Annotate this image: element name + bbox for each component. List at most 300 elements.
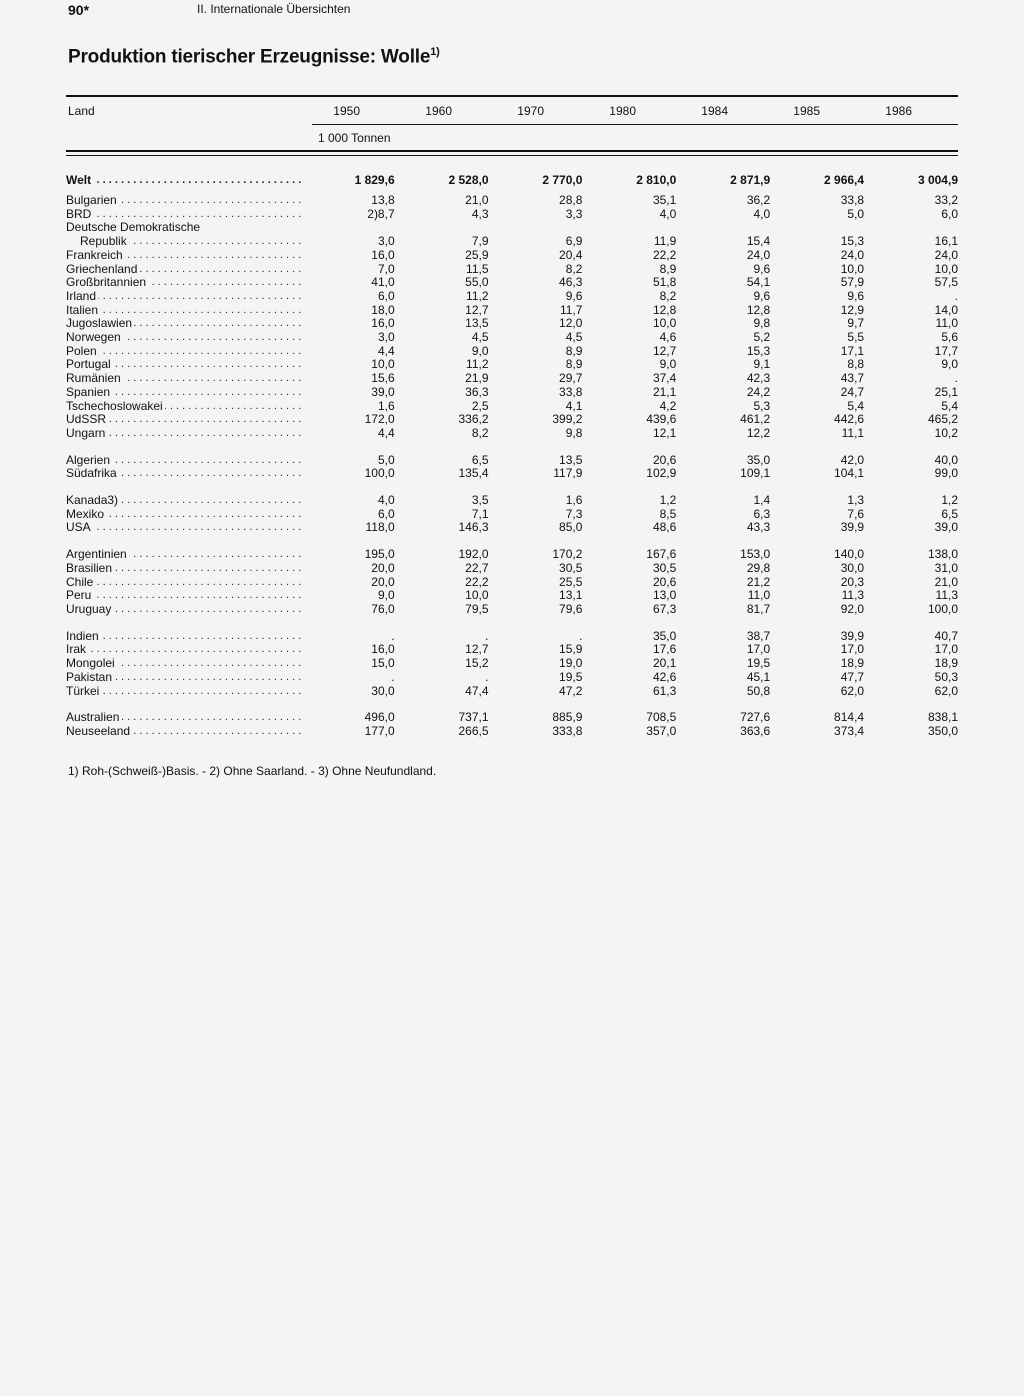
value-cell: 172,0 — [364, 412, 395, 427]
value-cell: 42,3 — [746, 371, 771, 386]
value-cell: 39,9 — [840, 520, 865, 535]
value-cell: 109,1 — [740, 466, 771, 481]
value-cell: 7,3 — [565, 506, 583, 521]
country-name: Peru — [66, 589, 92, 603]
value-cell: 50,3 — [934, 669, 958, 684]
country-name: Mongolei — [66, 657, 115, 671]
value-cell: 146,3 — [458, 520, 489, 535]
value-cell: 3,0 — [377, 330, 395, 345]
column-header-year: 1984 — [701, 104, 728, 118]
wool-production-table — [66, 172, 958, 739]
value-cell: 100,0 — [927, 601, 958, 616]
value-cell: 5,4 — [847, 398, 865, 413]
table-row — [66, 235, 958, 249]
value-cell: 9,6 — [847, 288, 865, 303]
country-name: Brasilien — [66, 561, 113, 575]
country-cell — [66, 263, 301, 277]
value-cell — [676, 221, 770, 235]
value-cell: 92,0 — [840, 601, 865, 616]
value-cell: 4,4 — [377, 343, 395, 358]
value-cell: 6,5 — [941, 506, 958, 521]
value-cell: 45,1 — [746, 669, 771, 684]
value-cell: 10,0 — [465, 588, 489, 603]
value-cell: . — [485, 628, 489, 643]
country-cell — [66, 235, 301, 249]
value-cell: 24,0 — [840, 247, 865, 262]
value-cell: 12,7 — [465, 642, 489, 657]
value-cell: 16,0 — [371, 642, 395, 657]
table-row — [66, 249, 958, 263]
value-cell: 10,0 — [840, 261, 865, 276]
table-row — [66, 221, 958, 235]
value-cell: 6,9 — [565, 234, 583, 249]
table-row — [66, 576, 958, 590]
value-cell: 11,5 — [466, 261, 489, 276]
country-cell — [66, 454, 301, 468]
value-cell: 102,9 — [646, 466, 677, 481]
value-cell: 54,1 — [746, 275, 771, 290]
value-cell: 11,9 — [653, 234, 677, 249]
value-cell — [395, 221, 489, 235]
value-cell: 81,7 — [746, 601, 771, 616]
table-row — [66, 643, 958, 657]
value-cell: 2 871,9 — [730, 173, 771, 187]
value-cell: 11,1 — [841, 425, 865, 440]
value-cell: 9,1 — [753, 357, 771, 372]
table-row — [66, 263, 958, 277]
value-cell: 36,2 — [746, 193, 771, 207]
table-row — [66, 194, 958, 208]
value-cell: 6,5 — [471, 452, 489, 467]
title-text: Produktion tierischer Erzeugnisse: Wolle — [68, 46, 431, 68]
value-cell: 9,8 — [565, 425, 583, 440]
value-cell: 10,0 — [371, 357, 395, 372]
value-cell: 4,2 — [659, 398, 677, 413]
value-cell: 39,0 — [371, 384, 395, 399]
table-top-rule — [66, 95, 958, 97]
value-cell: 7,9 — [471, 234, 489, 249]
table-row — [66, 317, 958, 331]
value-cell: 30,5 — [652, 560, 677, 575]
country-name: Pakistan — [66, 670, 113, 684]
country-cell — [66, 400, 301, 414]
country-cell — [66, 331, 301, 345]
value-cell: 6,3 — [753, 506, 771, 521]
table-row — [66, 454, 958, 468]
column-header-year: 1985 — [793, 104, 820, 118]
value-cell: 28,8 — [559, 193, 583, 207]
value-cell: 13,5 — [465, 316, 489, 331]
country-name: Irak — [66, 643, 87, 657]
country-cell — [66, 358, 301, 372]
footnote: 1) Roh-(Schweiß-)Basis. - 2) Ohne Saarland. - 3) Ohne Neufundland. — [68, 764, 437, 778]
table-row — [66, 358, 958, 372]
country-cell — [66, 345, 301, 359]
value-cell: 62,0 — [840, 683, 865, 698]
value-cell: 13,1 — [559, 588, 583, 603]
header-mid-rule — [312, 124, 958, 125]
country-name: UdSSR — [66, 413, 107, 427]
column-header-year: 1950 — [333, 104, 360, 118]
value-cell: 15,0 — [371, 656, 395, 671]
value-cell: 67,3 — [652, 601, 677, 616]
value-cell: 10,0 — [934, 261, 958, 276]
value-cell: 8,9 — [565, 357, 583, 372]
country-cell — [66, 562, 301, 576]
value-cell: 2 810,0 — [636, 173, 677, 187]
value-cell: 40,7 — [934, 628, 958, 643]
country-name: Uruguay — [66, 602, 112, 616]
table-row — [66, 413, 958, 427]
value-cell: 11,0 — [747, 588, 771, 603]
value-cell: . — [391, 628, 395, 643]
value-cell: 6,0 — [377, 506, 395, 521]
value-cell: 3,3 — [565, 206, 583, 221]
value-cell: 21,0 — [465, 193, 489, 207]
value-cell: 50,8 — [746, 683, 771, 698]
title-footnote-marker: 1) — [430, 46, 440, 58]
country-cell — [66, 643, 301, 657]
value-cell: 333,8 — [552, 723, 583, 738]
value-cell: 9,6 — [565, 288, 583, 303]
value-cell: 177,0 — [364, 723, 395, 738]
value-cell: 17,0 — [934, 642, 958, 657]
country-cell — [66, 194, 301, 208]
value-cell: 5,4 — [941, 398, 958, 413]
country-name: Norwegen — [66, 331, 121, 345]
table-row — [66, 589, 958, 603]
value-cell: 20,6 — [652, 574, 677, 589]
value-cell: 11,0 — [935, 316, 958, 331]
value-cell: 5,0 — [377, 452, 395, 467]
value-cell: 99,0 — [934, 466, 958, 481]
table-row — [66, 671, 958, 685]
value-cell: 43,7 — [840, 371, 865, 386]
value-cell: 19,5 — [559, 669, 583, 684]
spacer-row — [66, 481, 958, 494]
value-cell: 727,6 — [740, 710, 771, 725]
value-cell: 13,0 — [652, 588, 677, 603]
value-cell: 40,0 — [934, 452, 958, 467]
value-cell: 39,0 — [934, 520, 958, 535]
country-name: Irland — [66, 289, 97, 303]
value-cell: . — [579, 628, 583, 643]
value-cell: 36,3 — [465, 384, 489, 399]
table-row — [66, 372, 958, 386]
country-cell — [66, 494, 301, 508]
value-cell: 30,0 — [371, 683, 395, 698]
value-cell: 43,3 — [746, 520, 771, 535]
header-bottom-rule-2 — [66, 155, 958, 156]
value-cell: 20,1 — [652, 656, 677, 671]
country-name: Spanien — [66, 385, 111, 399]
country-name: Kanada3) — [66, 494, 119, 508]
country-cell — [66, 276, 301, 290]
country-name: Republik — [66, 235, 129, 248]
table-row — [66, 508, 958, 522]
value-cell: 22,2 — [465, 574, 489, 589]
value-cell: 29,8 — [746, 560, 771, 575]
country-cell — [66, 467, 301, 481]
country-cell — [66, 221, 301, 235]
value-cell — [489, 221, 583, 235]
value-cell: 9,0 — [941, 357, 958, 372]
unit-label: 1 000 Tonnen — [318, 131, 391, 145]
country-name: Argentinien — [66, 548, 127, 562]
value-cell: 41,0 — [371, 275, 395, 290]
value-cell: 11,2 — [466, 288, 489, 303]
table-row — [66, 172, 958, 194]
spacer-row — [66, 617, 958, 630]
value-cell: 17,0 — [840, 642, 865, 657]
table-row — [66, 304, 958, 318]
country-cell — [66, 711, 301, 725]
country-cell — [66, 172, 301, 194]
value-cell: 11,3 — [935, 588, 958, 603]
country-name: Polen — [66, 344, 97, 358]
value-cell: 138,0 — [927, 547, 958, 562]
value-cell: 33,2 — [934, 193, 958, 207]
value-cell: 16,1 — [934, 234, 958, 249]
value-cell: 17,0 — [746, 642, 771, 657]
value-cell: 17,7 — [934, 343, 958, 358]
value-cell: 12,9 — [840, 302, 865, 317]
value-cell: 708,5 — [646, 710, 677, 725]
value-cell: 11,7 — [559, 302, 583, 317]
country-name: Italien — [66, 303, 99, 317]
value-cell: 17,1 — [840, 343, 865, 358]
value-cell: 57,5 — [934, 275, 958, 290]
value-cell: 1,6 — [565, 493, 583, 508]
value-cell: 461,2 — [740, 412, 771, 427]
value-cell: 5,2 — [753, 330, 771, 345]
value-cell: 357,0 — [646, 723, 677, 738]
country-name: Australien — [66, 711, 120, 725]
value-cell: 30,0 — [840, 560, 865, 575]
value-cell: 15,3 — [746, 343, 771, 358]
value-cell: 76,0 — [371, 601, 395, 616]
table-row — [66, 331, 958, 345]
country-name: Rumänien — [66, 372, 121, 386]
value-cell: 1 829,6 — [354, 173, 395, 187]
country-cell — [66, 413, 301, 427]
value-cell: 21,0 — [934, 574, 958, 589]
value-cell: 24,0 — [934, 247, 958, 262]
value-cell: 25,9 — [465, 247, 489, 262]
country-name: Bulgarien — [66, 194, 117, 207]
value-cell: 2 770,0 — [542, 173, 583, 187]
value-cell: 37,4 — [652, 371, 677, 386]
country-name: Südafrika — [66, 467, 117, 481]
value-cell: 16,0 — [371, 247, 395, 262]
value-cell: 24,7 — [840, 384, 865, 399]
table-row — [66, 208, 958, 222]
value-cell: 4,0 — [659, 206, 677, 221]
table-row — [66, 725, 958, 739]
country-cell — [66, 548, 301, 562]
value-cell: 35,0 — [746, 452, 771, 467]
value-cell: 20,0 — [371, 574, 395, 589]
value-cell: 35,1 — [652, 193, 677, 207]
table-row — [66, 494, 958, 508]
table-row — [66, 521, 958, 535]
value-cell: . — [391, 669, 395, 684]
country-name: Griechenland — [66, 262, 138, 276]
value-cell: 21,2 — [746, 574, 771, 589]
country-name: Ungarn — [66, 426, 106, 440]
value-cell: 42,0 — [840, 452, 865, 467]
value-cell: 15,2 — [465, 656, 489, 671]
header-bottom-rule — [66, 150, 958, 152]
country-name: Türkei — [66, 684, 100, 698]
value-cell: 4,5 — [565, 330, 583, 345]
value-cell: 7,1 — [471, 506, 489, 521]
country-cell — [66, 317, 301, 331]
country-cell — [66, 685, 301, 699]
value-cell: 6,0 — [377, 288, 395, 303]
value-cell: 8,9 — [659, 261, 677, 276]
value-cell: 135,4 — [458, 466, 489, 481]
value-cell: 29,7 — [559, 371, 583, 386]
value-cell: 13,5 — [559, 452, 583, 467]
value-cell: 12,2 — [746, 425, 771, 440]
value-cell: 38,7 — [746, 628, 771, 643]
country-name: Neuseeland — [66, 724, 131, 738]
value-cell: 51,8 — [652, 275, 677, 290]
value-cell: 2,5 — [471, 398, 489, 413]
page-title — [68, 46, 440, 68]
column-header-year: 1980 — [609, 104, 636, 118]
column-header-land: Land — [68, 104, 95, 118]
value-cell: 6,0 — [941, 206, 958, 221]
value-cell: 79,6 — [559, 601, 583, 616]
value-cell: 117,9 — [553, 466, 583, 481]
country-cell — [66, 603, 301, 617]
table-row — [66, 548, 958, 562]
value-cell: 47,2 — [559, 683, 583, 698]
value-cell: 9,8 — [753, 316, 771, 331]
value-cell: 4,1 — [565, 398, 583, 413]
table-row — [66, 345, 958, 359]
value-cell: 170,2 — [552, 547, 583, 562]
value-cell: 61,3 — [652, 683, 677, 698]
column-header-year: 1986 — [885, 104, 912, 118]
value-cell: 57,9 — [840, 275, 865, 290]
value-cell: 1,2 — [941, 493, 958, 508]
country-cell — [66, 208, 301, 222]
table-row — [66, 386, 958, 400]
column-header-year: 1970 — [517, 104, 544, 118]
value-cell: 19,5 — [746, 656, 771, 671]
value-cell: 24,2 — [746, 384, 771, 399]
value-cell: 20,3 — [840, 574, 865, 589]
value-cell: 17,6 — [652, 642, 677, 657]
value-cell: 25,1 — [934, 384, 958, 399]
value-cell: 350,0 — [927, 723, 958, 738]
value-cell: 12,1 — [652, 425, 677, 440]
country-name: USA — [66, 521, 91, 535]
value-cell: 439,6 — [646, 412, 677, 427]
value-cell: 3,0 — [377, 234, 395, 249]
value-cell: 4,5 — [471, 330, 489, 345]
country-name: Jugoslawien — [66, 317, 133, 331]
value-cell: 5,5 — [847, 330, 865, 345]
value-cell: 737,1 — [458, 710, 489, 725]
value-cell: 4,6 — [659, 330, 677, 345]
value-cell: 25,5 — [559, 574, 583, 589]
value-cell: 4,4 — [377, 425, 395, 440]
value-cell: 8,5 — [659, 506, 677, 521]
value-cell: 8,2 — [659, 288, 677, 303]
value-cell: 79,5 — [465, 601, 489, 616]
country-name: Indien — [66, 629, 99, 643]
value-cell: 48,6 — [652, 520, 677, 535]
value-cell: 47,4 — [465, 683, 489, 698]
value-cell: 24,0 — [746, 247, 771, 262]
value-cell: 1,6 — [377, 398, 395, 413]
value-cell: 11,2 — [466, 357, 489, 372]
country-cell — [66, 671, 301, 685]
value-cell: 496,0 — [364, 710, 395, 725]
value-cell: 14,0 — [934, 302, 958, 317]
value-cell: 8,2 — [471, 425, 489, 440]
value-cell: 1,2 — [659, 493, 677, 508]
value-cell: 814,4 — [834, 710, 865, 725]
value-cell: 1,3 — [847, 493, 865, 508]
value-cell: 3 004,9 — [917, 173, 958, 187]
value-cell: 399,2 — [552, 412, 583, 427]
value-cell: 10,0 — [652, 316, 677, 331]
spacer-row — [66, 698, 958, 711]
table-row — [66, 400, 958, 414]
value-cell: . — [485, 669, 489, 684]
value-cell: 442,6 — [834, 412, 865, 427]
value-cell: 9,0 — [377, 588, 395, 603]
value-cell: 5,6 — [941, 330, 958, 345]
table-row — [66, 603, 958, 617]
value-cell: 20,4 — [559, 247, 583, 262]
value-cell: 4,3 — [471, 206, 489, 221]
value-cell: 42,6 — [652, 669, 677, 684]
country-name: Großbritannien — [66, 276, 147, 290]
value-cell: 85,0 — [559, 520, 583, 535]
country-name: Welt — [66, 173, 92, 187]
value-cell: 192,0 — [458, 547, 489, 562]
value-cell: 12,7 — [652, 343, 677, 358]
value-cell: 8,9 — [565, 343, 583, 358]
country-cell — [66, 304, 301, 318]
value-cell: 8,8 — [847, 357, 865, 372]
value-cell: 266,5 — [458, 723, 489, 738]
country-cell — [66, 508, 301, 522]
value-cell: 9,6 — [753, 261, 771, 276]
country-name: Tschechoslowakei — [66, 399, 163, 413]
value-cell — [582, 221, 676, 235]
value-cell: 9,6 — [753, 288, 771, 303]
value-cell: 5,0 — [847, 206, 865, 221]
value-cell: 9,7 — [847, 316, 865, 331]
value-cell: 22,7 — [465, 560, 489, 575]
country-name: Portugal — [66, 358, 111, 372]
value-cell: 33,8 — [840, 193, 865, 207]
country-name: Algerien — [66, 453, 111, 467]
country-cell — [66, 427, 301, 441]
value-cell: 2 528,0 — [448, 173, 489, 187]
value-cell: 21,9 — [465, 371, 489, 386]
value-cell: 31,0 — [934, 560, 958, 575]
value-cell: 15,3 — [840, 234, 865, 249]
value-cell: 7,0 — [377, 261, 395, 276]
